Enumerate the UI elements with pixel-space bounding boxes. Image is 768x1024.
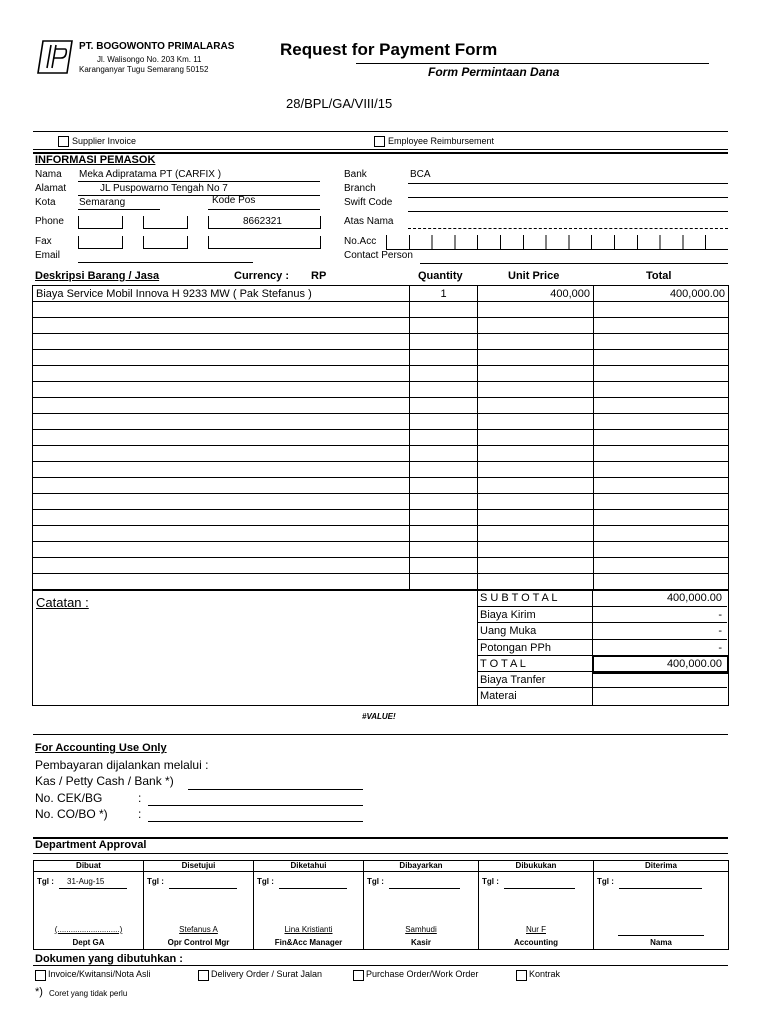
approval-cell[interactable] xyxy=(254,872,364,950)
item-unit-price-cell[interactable] xyxy=(478,462,594,478)
items-table xyxy=(32,285,729,590)
item-unit-price-cell[interactable] xyxy=(478,398,594,414)
item-desc-cell[interactable] xyxy=(33,334,410,350)
item-total-cell[interactable] xyxy=(594,318,729,334)
phone-value[interactable]: 8662321 xyxy=(243,216,282,227)
field-line xyxy=(78,262,253,263)
summary-label: Uang Muka xyxy=(480,625,537,638)
item-total-cell[interactable] xyxy=(594,574,729,590)
summary-value[interactable]: 400,000.00 xyxy=(666,657,722,670)
item-row xyxy=(33,478,729,494)
item-unit-price-cell[interactable] xyxy=(478,558,594,574)
phone-label: Phone xyxy=(35,216,64,227)
item-desc-cell[interactable] xyxy=(33,510,410,526)
item-desc-cell[interactable]: Biaya Service Mobil Innova H 9233 MW ( Pak Stefanus ) xyxy=(33,286,410,302)
tgl-label: Tgl : xyxy=(367,877,384,886)
company-logo xyxy=(37,40,73,74)
tgl-line xyxy=(619,888,702,889)
approval-cell[interactable] xyxy=(144,872,254,950)
item-row xyxy=(33,542,729,558)
summary-row xyxy=(477,655,727,672)
summary-value[interactable]: 400,000.00 xyxy=(666,592,722,604)
item-unit-price-cell[interactable] xyxy=(478,366,594,382)
cobo-label: No. CO/BO *) xyxy=(35,807,108,821)
item-row xyxy=(33,446,729,462)
item-unit-price-cell[interactable] xyxy=(478,382,594,398)
signer-name: Lina Kristianti xyxy=(284,925,333,934)
company-address-1: Jl. Walisongo No. 203 Km. 11 xyxy=(97,55,202,64)
document-checkbox[interactable] xyxy=(353,970,364,981)
field-line xyxy=(78,181,320,182)
swift-label: Swift Code xyxy=(344,197,393,208)
tgl-line xyxy=(504,888,575,889)
accounting-heading: For Accounting Use Only xyxy=(35,742,167,754)
summary-row xyxy=(477,687,727,704)
approval-cell[interactable] xyxy=(594,872,729,950)
item-desc-cell[interactable] xyxy=(33,430,410,446)
item-qty-cell[interactable] xyxy=(410,478,478,494)
tgl-line xyxy=(59,888,127,889)
tgl-value[interactable]: 31-Aug-15 xyxy=(67,877,105,886)
field-line xyxy=(408,197,728,198)
document-option-label: Purchase Order/Work Order xyxy=(366,969,479,979)
item-unit-price-cell[interactable] xyxy=(478,574,594,590)
approval-column-head: Diterima xyxy=(594,861,729,872)
currency-value: RP xyxy=(311,270,327,282)
item-row xyxy=(33,462,729,478)
approval-column-head: Disetujui xyxy=(144,861,254,872)
item-desc-cell[interactable] xyxy=(33,542,410,558)
alamat-value[interactable]: JL Puspowarno Tengah No 7 xyxy=(100,183,228,194)
approval-heading: Department Approval xyxy=(35,839,147,851)
item-desc-cell[interactable] xyxy=(33,350,410,366)
documents-heading: Dokumen yang dibutuhkan : xyxy=(35,953,183,965)
summary-label: S U B T O T A L xyxy=(480,592,558,604)
kode-pos-label: Kode Pos xyxy=(212,195,256,206)
phone-box-2[interactable] xyxy=(143,216,188,229)
kota-value[interactable]: Semarang xyxy=(79,197,126,208)
field-line xyxy=(208,209,320,210)
item-desc-cell[interactable] xyxy=(33,478,410,494)
item-total-cell[interactable] xyxy=(594,302,729,318)
value-error: #VALUE! xyxy=(362,712,396,721)
tgl-label: Tgl : xyxy=(147,877,164,886)
item-desc-cell[interactable] xyxy=(33,574,410,590)
tgl-label: Tgl : xyxy=(37,877,54,886)
tgl-label: Tgl : xyxy=(597,877,614,886)
cek-colon: : xyxy=(138,791,142,805)
item-row xyxy=(33,318,729,334)
item-qty-cell[interactable] xyxy=(410,510,478,526)
approval-cell[interactable] xyxy=(479,872,594,950)
summary-row xyxy=(477,606,727,623)
nama-label: Nama xyxy=(35,169,62,180)
total-header: Total xyxy=(646,270,672,282)
item-qty-cell[interactable]: 1 xyxy=(410,286,478,302)
approval-cell[interactable] xyxy=(34,872,144,950)
signer-role: Nama xyxy=(650,938,672,947)
employee-reimbursement-label: Employee Reimbursement xyxy=(388,136,495,146)
signer-name: Stefanus A xyxy=(179,925,218,934)
approval-cell[interactable] xyxy=(364,872,479,950)
tgl-label: Tgl : xyxy=(482,877,499,886)
item-row xyxy=(33,494,729,510)
item-desc-cell[interactable] xyxy=(33,302,410,318)
item-desc-cell[interactable] xyxy=(33,318,410,334)
tgl-line xyxy=(279,888,347,889)
item-total-cell[interactable] xyxy=(594,414,729,430)
summary-value[interactable]: - xyxy=(718,641,722,654)
item-row xyxy=(33,398,729,414)
item-desc-cell[interactable] xyxy=(33,558,410,574)
signer-name: Samhudi xyxy=(405,925,437,934)
item-unit-price-cell[interactable] xyxy=(478,318,594,334)
rule xyxy=(33,734,728,735)
item-qty-cell[interactable] xyxy=(410,494,478,510)
item-row xyxy=(33,286,729,302)
fax-label: Fax xyxy=(35,236,52,247)
currency-label: Currency : xyxy=(234,270,290,282)
summary-label: T O T A L xyxy=(480,657,526,670)
item-desc-cell[interactable] xyxy=(33,414,410,430)
item-total-cell[interactable] xyxy=(594,526,729,542)
title-rule xyxy=(356,63,709,64)
summary-row xyxy=(477,671,727,688)
item-qty-cell[interactable] xyxy=(410,350,478,366)
form-subtitle: Form Permintaan Dana xyxy=(428,65,560,79)
signature-line xyxy=(618,935,704,936)
item-qty-cell[interactable] xyxy=(410,366,478,382)
item-row xyxy=(33,414,729,430)
supplier-invoice-label: Supplier Invoice xyxy=(72,136,137,146)
rule xyxy=(33,965,728,966)
field-line xyxy=(408,183,728,184)
summary-row xyxy=(477,639,727,656)
fax-box-1[interactable] xyxy=(78,236,123,249)
item-total-cell[interactable] xyxy=(594,510,729,526)
company-address-2: Karanganyar Tugu Semarang 50152 xyxy=(79,65,209,74)
item-total-cell[interactable] xyxy=(594,334,729,350)
cobo-colon: : xyxy=(138,807,142,821)
signer-name: Nur F xyxy=(526,925,546,934)
item-desc-cell[interactable] xyxy=(33,526,410,542)
footnote-text: Coret yang tidak perlu xyxy=(49,989,128,998)
item-qty-cell[interactable] xyxy=(410,446,478,462)
item-row xyxy=(33,350,729,366)
item-total-cell[interactable] xyxy=(594,462,729,478)
document-option-label: Invoice/Kwitansi/Nota Asli xyxy=(48,969,151,979)
email-label: Email xyxy=(35,250,61,261)
atas-nama-label: Atas Nama xyxy=(344,216,394,227)
item-total-cell[interactable] xyxy=(594,366,729,382)
document-checkbox[interactable] xyxy=(35,970,46,981)
item-row xyxy=(33,510,729,526)
document-option-label: Delivery Order / Surat Jalan xyxy=(211,969,323,979)
summary-label: Materai xyxy=(480,690,517,703)
item-row xyxy=(33,526,729,542)
item-unit-price-cell[interactable] xyxy=(478,446,594,462)
fax-box-3[interactable] xyxy=(208,236,321,249)
item-qty-cell[interactable] xyxy=(410,414,478,430)
item-qty-cell[interactable] xyxy=(410,430,478,446)
item-desc-cell[interactable] xyxy=(33,494,410,510)
employee-reimbursement-checkbox[interactable] xyxy=(374,136,385,147)
item-total-cell[interactable] xyxy=(594,478,729,494)
contact-label: Contact Person xyxy=(344,250,413,261)
item-unit-price-cell[interactable]: 400,000 xyxy=(478,286,594,302)
summary-value[interactable]: - xyxy=(718,609,722,622)
item-row xyxy=(33,382,729,398)
summary-label: Potongan PPh xyxy=(480,641,551,654)
item-unit-price-cell[interactable] xyxy=(478,334,594,350)
item-unit-price-cell[interactable] xyxy=(478,542,594,558)
signer-role: Opr Control Mgr xyxy=(167,938,230,947)
summary-row xyxy=(477,590,727,606)
field-line xyxy=(420,263,728,264)
tgl-line xyxy=(389,888,460,889)
cobo-field[interactable] xyxy=(148,821,363,822)
item-qty-cell[interactable] xyxy=(410,558,478,574)
field-line xyxy=(188,789,363,790)
rule xyxy=(33,149,728,150)
company-name: PT. BOGOWONTO PRIMALARAS xyxy=(79,41,235,52)
summary-label: Biaya Kirim xyxy=(480,609,536,622)
item-desc-cell[interactable] xyxy=(33,366,410,382)
document-checkbox[interactable] xyxy=(198,970,209,981)
item-qty-cell[interactable] xyxy=(410,382,478,398)
cek-field[interactable] xyxy=(148,805,363,806)
item-qty-cell[interactable] xyxy=(410,542,478,558)
footnote-mark: *) xyxy=(35,986,43,998)
field-line xyxy=(78,209,160,210)
signer-role: Accounting xyxy=(514,938,558,947)
atas-nama-dashes[interactable] xyxy=(408,228,728,230)
field-line xyxy=(408,211,728,212)
item-total-cell[interactable] xyxy=(594,398,729,414)
item-qty-cell[interactable] xyxy=(410,574,478,590)
signer-name: (............................) xyxy=(54,925,123,934)
cek-label: No. CEK/BG xyxy=(35,791,103,805)
form-title: Request for Payment Form xyxy=(280,40,498,59)
signer-role: Dept GA xyxy=(72,938,105,947)
approval-table xyxy=(33,860,729,950)
document-checkbox[interactable] xyxy=(516,970,527,981)
item-unit-price-cell[interactable] xyxy=(478,526,594,542)
phone-box-1[interactable] xyxy=(78,216,123,229)
tgl-label: Tgl : xyxy=(257,877,274,886)
item-total-cell[interactable] xyxy=(594,558,729,574)
item-total-cell[interactable] xyxy=(594,494,729,510)
item-qty-cell[interactable] xyxy=(410,462,478,478)
items-desc-header: Deskripsi Barang / Jasa xyxy=(35,270,160,282)
alamat-label: Alamat xyxy=(35,183,67,194)
document-option-label: Kontrak xyxy=(529,969,561,979)
form-number: 28/BPL/GA/VIII/15 xyxy=(286,96,393,111)
item-total-cell[interactable] xyxy=(594,542,729,558)
item-qty-cell[interactable] xyxy=(410,318,478,334)
item-row xyxy=(33,302,729,318)
item-unit-price-cell[interactable] xyxy=(478,510,594,526)
rule xyxy=(33,853,728,854)
item-total-cell[interactable] xyxy=(594,446,729,462)
catatan-label: Catatan : xyxy=(36,595,89,610)
item-row xyxy=(33,430,729,446)
signer-role: Fin&Acc Manager xyxy=(274,938,343,947)
item-unit-price-cell[interactable] xyxy=(478,478,594,494)
item-total-cell[interactable] xyxy=(594,430,729,446)
fax-box-2[interactable] xyxy=(143,236,188,249)
rule xyxy=(33,131,728,132)
approval-column-head: Dibuat xyxy=(34,861,144,872)
item-unit-price-cell[interactable] xyxy=(478,350,594,366)
signer-role: Kasir xyxy=(410,938,431,947)
item-qty-cell[interactable] xyxy=(410,334,478,350)
item-desc-cell[interactable] xyxy=(33,446,410,462)
item-row xyxy=(33,574,729,590)
bank-label: Bank xyxy=(344,169,367,180)
item-row xyxy=(33,558,729,574)
item-desc-cell[interactable] xyxy=(33,398,410,414)
accounting-line-2: Kas / Petty Cash / Bank *) xyxy=(35,774,174,788)
summary-row xyxy=(477,622,727,639)
branch-label: Branch xyxy=(344,183,376,194)
summary-label: Biaya Tranfer xyxy=(480,674,546,686)
item-desc-cell[interactable] xyxy=(33,462,410,478)
item-qty-cell[interactable] xyxy=(410,398,478,414)
unit-price-header: Unit Price xyxy=(508,270,560,282)
item-desc-cell[interactable] xyxy=(33,382,410,398)
bank-value[interactable]: BCA xyxy=(410,169,431,180)
supplier-heading: INFORMASI PEMASOK xyxy=(35,154,156,166)
no-acc-label: No.Acc xyxy=(344,236,377,247)
item-total-cell[interactable]: 400,000.00 xyxy=(594,286,729,302)
nama-value[interactable]: Meka Adipratama PT (CARFIX ) xyxy=(79,169,222,180)
field-line xyxy=(78,195,320,196)
item-qty-cell[interactable] xyxy=(410,302,478,318)
supplier-invoice-checkbox[interactable] xyxy=(58,136,69,147)
kota-label: Kota xyxy=(35,197,56,208)
approval-column-head: Dibayarkan xyxy=(364,861,479,872)
item-unit-price-cell[interactable] xyxy=(478,494,594,510)
item-unit-price-cell[interactable] xyxy=(478,430,594,446)
no-acc-boxes[interactable] xyxy=(386,235,728,250)
item-total-cell[interactable] xyxy=(594,382,729,398)
approval-column-head: Diketahui xyxy=(254,861,364,872)
item-unit-price-cell[interactable] xyxy=(478,414,594,430)
qty-header: Quantity xyxy=(418,270,463,282)
item-qty-cell[interactable] xyxy=(410,526,478,542)
tgl-line xyxy=(169,888,237,889)
summary-value[interactable]: - xyxy=(718,625,722,638)
item-row xyxy=(33,366,729,382)
item-total-cell[interactable] xyxy=(594,350,729,366)
item-row xyxy=(33,334,729,350)
approval-column-head: Dibukukan xyxy=(479,861,594,872)
accounting-line-1: Pembayaran dijalankan melalui : xyxy=(35,758,209,772)
item-unit-price-cell[interactable] xyxy=(478,302,594,318)
